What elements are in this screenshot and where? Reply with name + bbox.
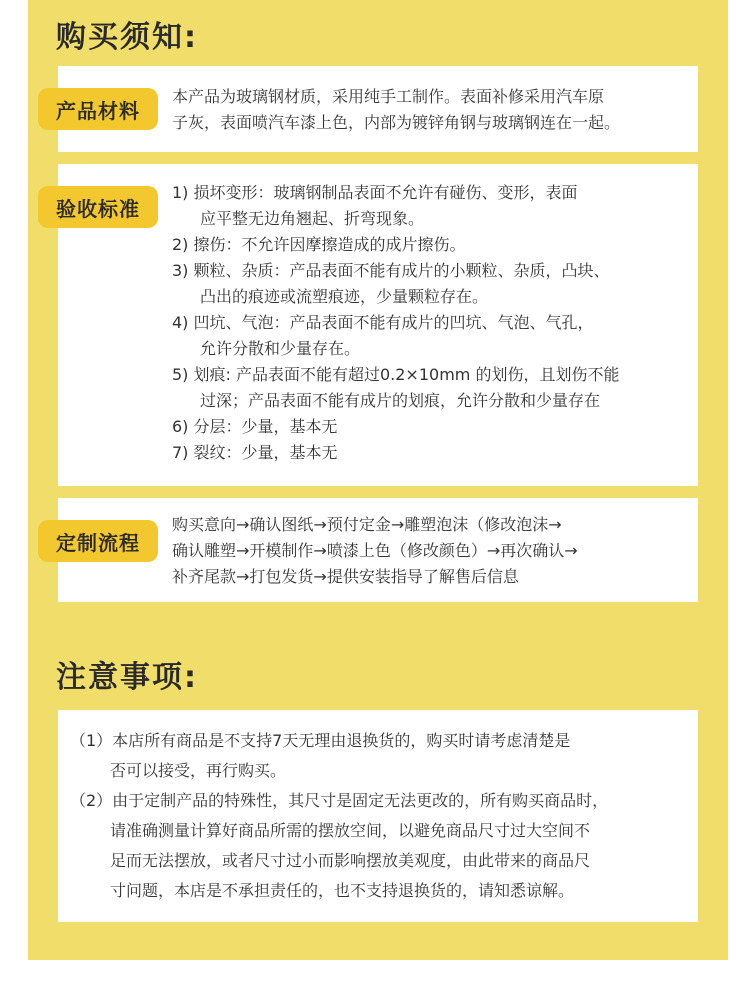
notes-text [70,726,690,906]
acceptance-line: 7) 裂纹：少量，基本无 [172,443,338,462]
acceptance-line: 4) 凹坑、气泡：产品表面不能有成片的凹坑、气泡、气孔， [172,313,594,332]
notes-line: 足而无法摆放，或者尺寸过小而影响摆放美观度，由此带来的商品尺 [110,851,591,870]
material-line: 子灰，表面喷汽车漆上色，内部为镀锌角钢与玻璃钢连在一起。 [172,113,621,132]
notes-line: 寸问题，本店是不承担责任的，也不支持退换货的，请知悉谅解。 [110,881,575,900]
process-line: 确认雕塑→开模制作→喷漆上色（修改颜色）→再次确认→ [172,541,578,560]
acceptance-line: 3) 颗粒、杂质：产品表面不能有成片的小颗粒、杂质，凸块、 [172,261,610,280]
purchase-notice-title: 购买须知: [56,20,198,55]
material-text [172,84,702,136]
process-text [172,512,702,590]
notes-line: 否可以接受，再行购买。 [110,761,287,780]
acceptance-line: 过深；产品表面不能有成片的划痕，允许分散和少量存在 [200,391,601,410]
acceptance-line: 凸出的痕迹或流塑痕迹，少量颗粒存在。 [200,287,489,306]
acceptance-line: 应平整无边角翘起、折弯现象。 [200,209,425,228]
material-line: 本产品为玻璃钢材质，采用纯手工制作。表面补修采用汽车原 [172,87,605,106]
notes-line: （1）本店所有商品是不支持7天无理由退换货的，购买时请考虑清楚是 [70,731,571,750]
material-tag: 产品材料 [38,88,158,130]
process-line: 购买意向→确认图纸→预付定金→雕塑泡沫（修改泡沫→ [172,515,562,534]
process-line: 补齐尾款→打包发货→提供安装指导了解售后信息 [172,567,519,586]
acceptance-text [172,180,702,466]
acceptance-line: 5) 划痕: 产品表面不能有超过0.2×10mm 的划伤，且划伤不能 [172,365,620,384]
acceptance-line: 6) 分层：少量，基本无 [172,417,338,436]
notes-title: 注意事项: [56,660,198,695]
notes-line: （2）由于定制产品的特殊性，其尺寸是固定无法更改的，所有购买商品时， [70,791,609,810]
acceptance-tag: 验收标准 [38,186,158,228]
notes-line: 请准确测量计算好商品所需的摆放空间，以避免商品尺寸过大空间不 [110,821,591,840]
acceptance-line: 2) 擦伤：不允许因摩擦造成的成片擦伤。 [172,235,466,254]
acceptance-line: 1) 损坏变形：玻璃钢制品表面不允许有碰伤、变形，表面 [172,183,578,202]
process-tag: 定制流程 [38,520,158,562]
acceptance-line: 允许分散和少量存在。 [200,339,361,358]
